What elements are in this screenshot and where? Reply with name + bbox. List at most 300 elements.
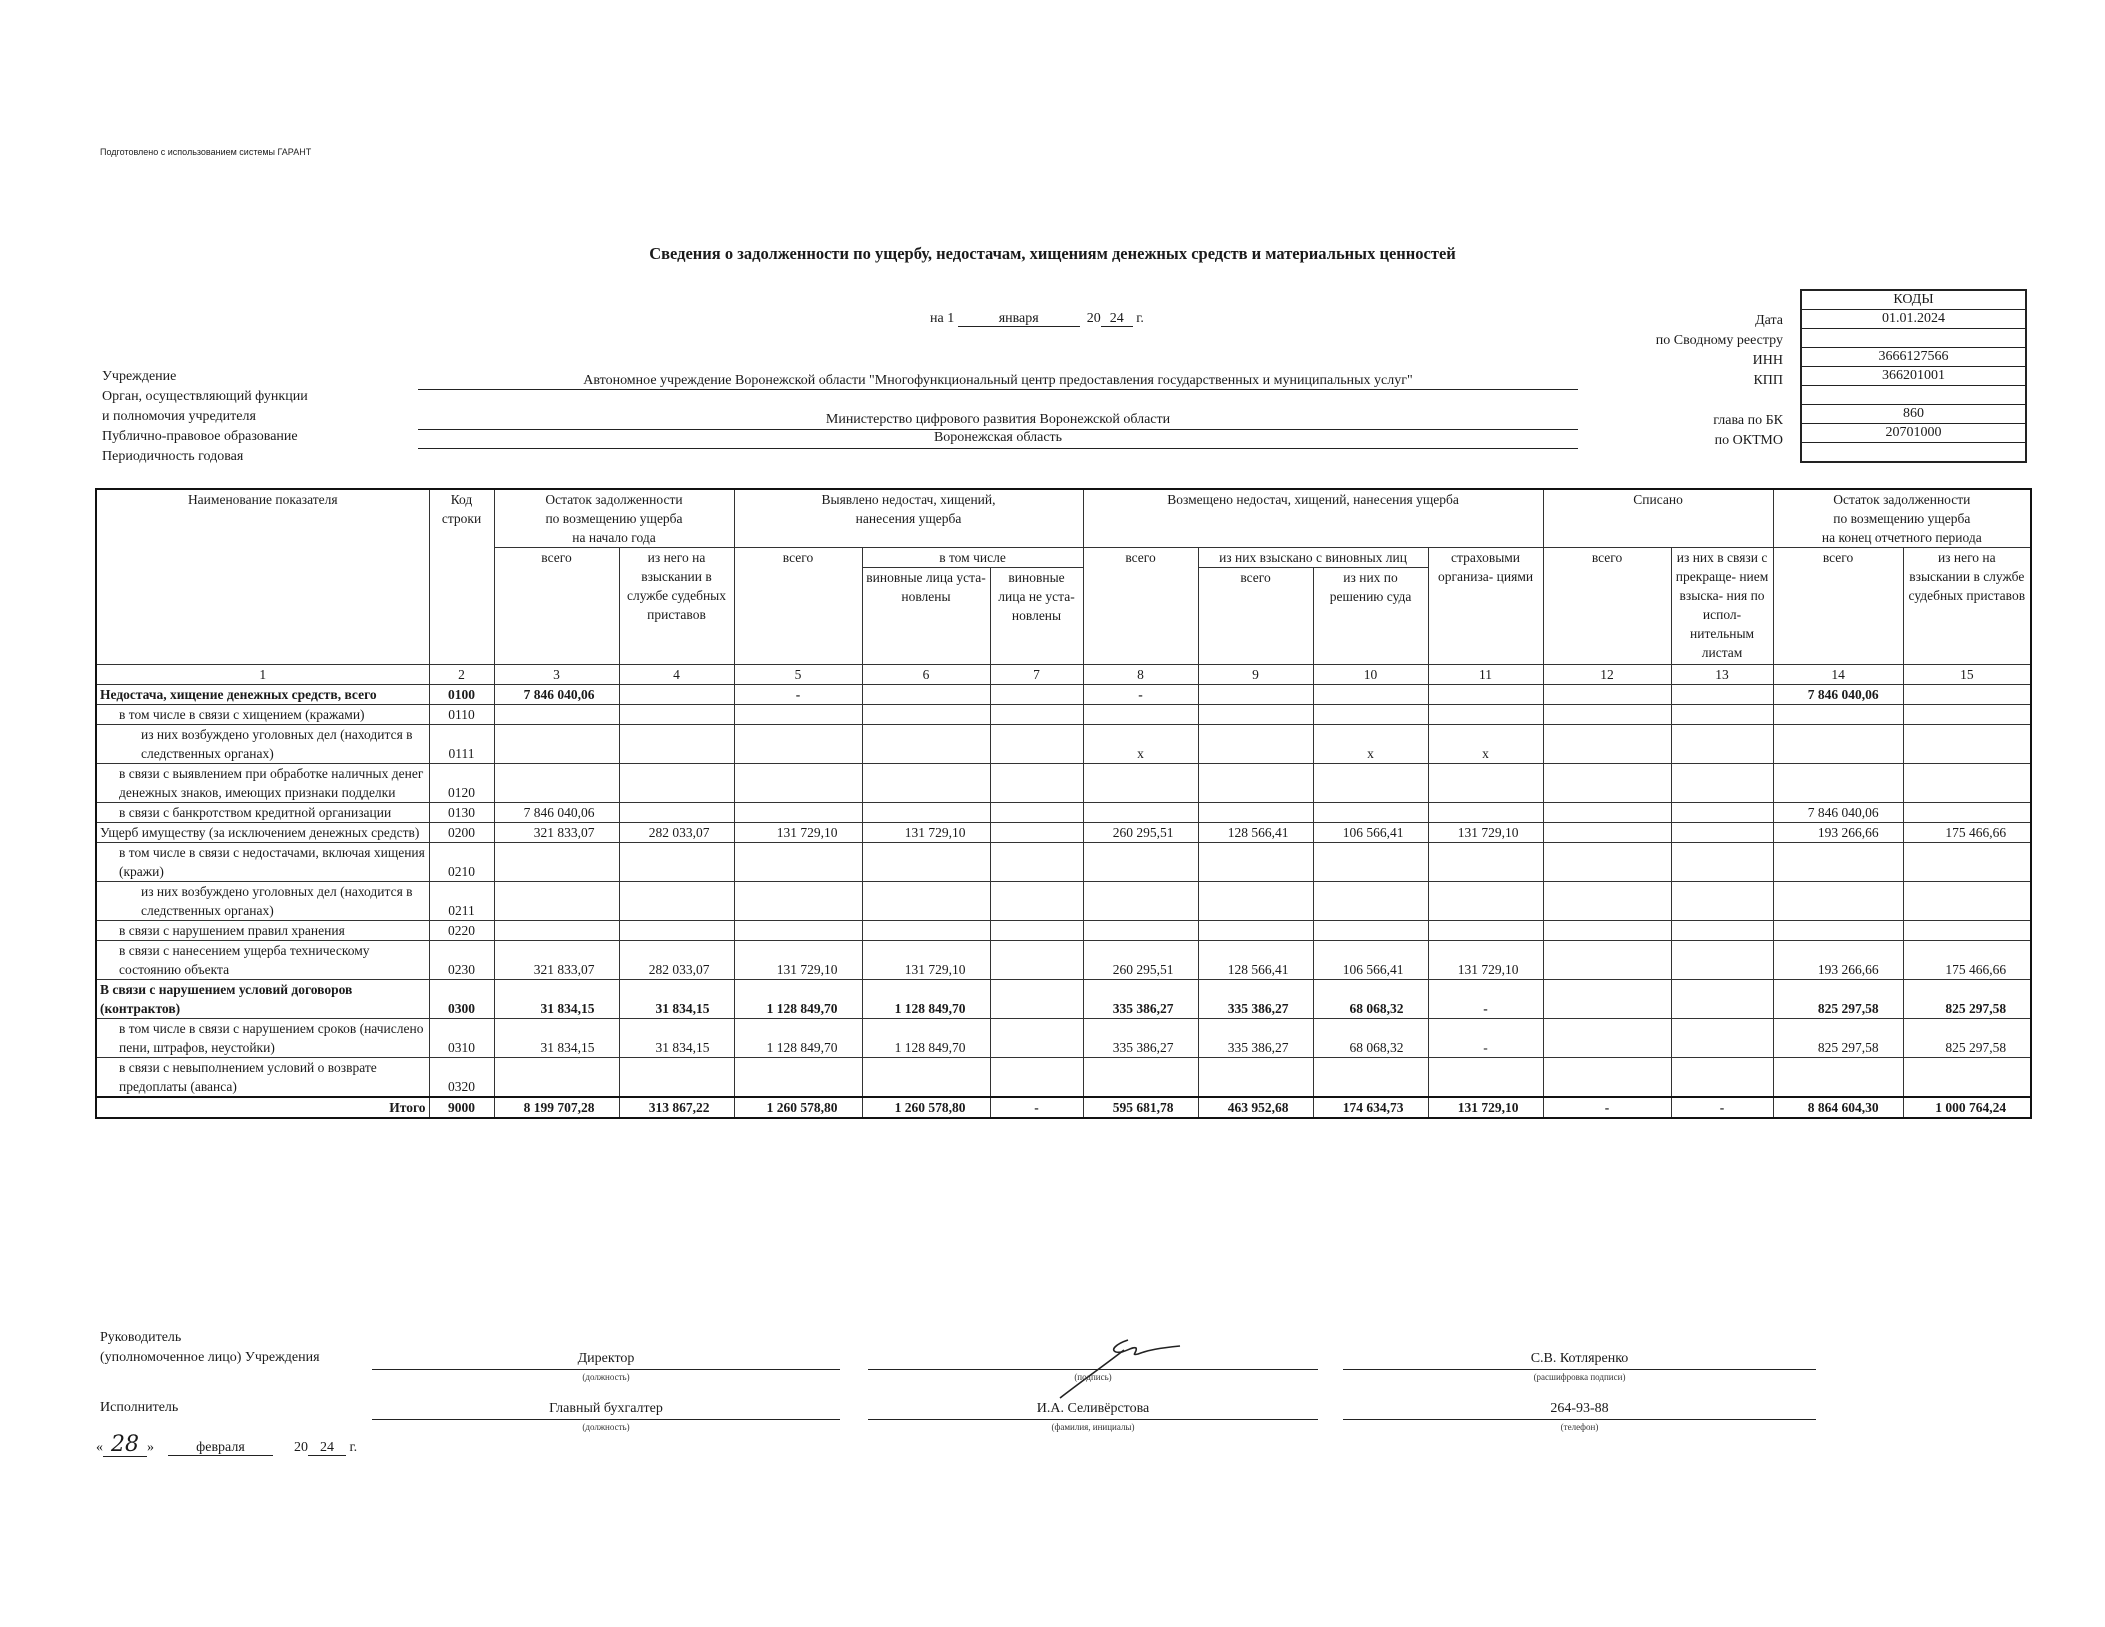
- sig-head-label-1: Руководитель: [100, 1330, 182, 1345]
- cell-col-15: [1903, 685, 2031, 705]
- cell-col-15: 175 466,66: [1903, 823, 2031, 843]
- cell-col-4: 313 867,22: [619, 1097, 734, 1118]
- cell-col-10: x: [1313, 725, 1428, 764]
- row-name: в том числе в связи с нарушением сроков (начислено пени, штрафов, неустойки): [96, 1019, 429, 1058]
- cell-col-12: [1543, 941, 1671, 980]
- cell-col-3: [494, 725, 619, 764]
- hdr-closing-3: на конец отчетного периода: [1821, 530, 1982, 545]
- cell-col-11: 131 729,10: [1428, 1097, 1543, 1118]
- hdr-code: [429, 489, 494, 665]
- cell-col-6: [862, 764, 990, 803]
- date-month: января: [958, 311, 1080, 327]
- code-kpp: 366201001: [1801, 367, 2026, 386]
- cell-col-6: [862, 685, 990, 705]
- table-row: [96, 1097, 2031, 1118]
- cell-col-4: [619, 843, 734, 882]
- cell-col-6: [862, 725, 990, 764]
- cell-col-15: [1903, 843, 2031, 882]
- row-code: 0220: [429, 921, 494, 941]
- row-code: 0320: [429, 1058, 494, 1098]
- col-num: 4: [619, 665, 734, 685]
- cell-col-15: [1903, 921, 2031, 941]
- cell-col-13: [1671, 823, 1773, 843]
- label-founder-2: и полномочия учредителя: [102, 409, 256, 424]
- cell-col-14: [1773, 1058, 1903, 1098]
- cell-col-7: [990, 921, 1083, 941]
- hdr-opening-2: по возмещению ущерба: [545, 511, 683, 526]
- table-row: [96, 882, 2031, 921]
- col-num: 2: [429, 665, 494, 685]
- cell-col-15: [1903, 882, 2031, 921]
- row-code: 9000: [429, 1097, 494, 1118]
- cell-col-12: [1543, 1019, 1671, 1058]
- code-empty-1: [1801, 386, 2026, 405]
- cell-col-7: [990, 882, 1083, 921]
- cell-col-10: [1313, 685, 1428, 705]
- hdr-c8: всего: [1083, 548, 1198, 665]
- cell-col-15: [1903, 1058, 2031, 1098]
- table-row: [96, 803, 2031, 823]
- cell-col-9: [1198, 764, 1313, 803]
- debt-table: [95, 488, 2032, 1119]
- cell-col-14: 825 297,58: [1773, 980, 1903, 1019]
- cell-col-8: [1083, 843, 1198, 882]
- cell-col-10: [1313, 843, 1428, 882]
- founder-value: Министерство цифрового развития Воронежской области: [825, 412, 1171, 427]
- col-num: 10: [1313, 665, 1428, 685]
- cell-col-3: 7 846 040,06: [494, 803, 619, 823]
- cell-col-14: 825 297,58: [1773, 1019, 1903, 1058]
- cell-col-10: [1313, 921, 1428, 941]
- cell-col-13: [1671, 685, 1773, 705]
- label-founder-1: Орган, осуществляющий функции: [102, 389, 308, 404]
- cell-col-8: 335 386,27: [1083, 980, 1198, 1019]
- cell-col-12: [1543, 725, 1671, 764]
- cell-col-14: 7 846 040,06: [1773, 685, 1903, 705]
- code-label-bk: глава по БК: [1713, 413, 1783, 428]
- cell-col-9: [1198, 882, 1313, 921]
- cell-col-12: [1543, 980, 1671, 1019]
- table-row: [96, 764, 2031, 803]
- cell-col-8: [1083, 764, 1198, 803]
- code-inn: 3666127566: [1801, 348, 2026, 367]
- cell-col-11: 131 729,10: [1428, 823, 1543, 843]
- row-name: В связи с нарушением условий договоров (контрактов): [96, 980, 429, 1019]
- sign-date: « 28 » февраля 20 24 г.: [96, 1432, 358, 1457]
- hdr-found: [734, 489, 1083, 548]
- cell-col-4: [619, 685, 734, 705]
- row-name: в связи с невыполнением условий о возврате предоплаты (аванса): [96, 1058, 429, 1098]
- cell-col-13: [1671, 705, 1773, 725]
- hdr-incl: в том числе: [862, 548, 1083, 568]
- hdr-name: Наименование показателя: [96, 489, 429, 665]
- institution-value: Автономное учреждение Воронежской области "Многофункциональный центр предоставления государственных и муниципальных услуг": [583, 373, 1413, 388]
- cell-col-8: 595 681,78: [1083, 1097, 1198, 1118]
- row-name: в связи с нарушением правил хранения: [96, 921, 429, 941]
- hdr-opening: [494, 489, 734, 548]
- cell-col-12: -: [1543, 1097, 1671, 1118]
- row-code: 0300: [429, 980, 494, 1019]
- hdr-c12: всего: [1543, 548, 1671, 665]
- col-num: 5: [734, 665, 862, 685]
- cell-col-4: [619, 1058, 734, 1098]
- cell-col-9: 128 566,41: [1198, 941, 1313, 980]
- row-code: 0110: [429, 705, 494, 725]
- cell-col-13: [1671, 1058, 1773, 1098]
- cell-col-15: 175 466,66: [1903, 941, 2031, 980]
- cell-col-15: [1903, 705, 2031, 725]
- cell-col-11: [1428, 882, 1543, 921]
- cell-col-14: [1773, 843, 1903, 882]
- cell-col-14: [1773, 705, 1903, 725]
- cell-col-11: [1428, 843, 1543, 882]
- row-code: 0230: [429, 941, 494, 980]
- cell-col-4: 282 033,07: [619, 823, 734, 843]
- cell-col-13: [1671, 843, 1773, 882]
- col-num: 15: [1903, 665, 2031, 685]
- col-num: 3: [494, 665, 619, 685]
- exec-name: И.А. Селивёрстова: [1036, 1401, 1150, 1416]
- page-title: Сведения о задолженности по ущербу, недостачам, хищениям денежных средств и материальных ценностей: [649, 244, 1456, 263]
- cell-col-13: [1671, 764, 1773, 803]
- cell-col-8: [1083, 803, 1198, 823]
- cell-col-9: 128 566,41: [1198, 823, 1313, 843]
- sign-date-month: февраля: [168, 1440, 273, 1456]
- cell-col-7: [990, 941, 1083, 980]
- cell-col-9: [1198, 921, 1313, 941]
- hdr-c5: всего: [734, 548, 862, 665]
- codes-table: [1800, 289, 2027, 463]
- cell-col-12: [1543, 843, 1671, 882]
- cell-col-4: [619, 764, 734, 803]
- row-code: 0130: [429, 803, 494, 823]
- cell-col-6: [862, 843, 990, 882]
- cell-col-14: [1773, 921, 1903, 941]
- cell-col-7: [990, 1019, 1083, 1058]
- cell-col-14: 7 846 040,06: [1773, 803, 1903, 823]
- cell-col-14: [1773, 882, 1903, 921]
- cell-col-12: [1543, 823, 1671, 843]
- hdr-written-off: Списано: [1543, 489, 1773, 548]
- row-code: 0211: [429, 882, 494, 921]
- cell-col-10: 106 566,41: [1313, 823, 1428, 843]
- public-entity-value: Воронежская область: [933, 430, 1063, 445]
- cell-col-5: [734, 803, 862, 823]
- cell-col-12: [1543, 921, 1671, 941]
- head-position-caption: (должность): [582, 1372, 630, 1382]
- cell-col-11: x: [1428, 725, 1543, 764]
- cell-col-5: 1 128 849,70: [734, 980, 862, 1019]
- hdr-found-1: Выявлено недостач, хищений,: [821, 492, 996, 507]
- cell-col-8: 335 386,27: [1083, 1019, 1198, 1058]
- signature-mark: [1020, 1328, 1190, 1400]
- codes-header: КОДЫ: [1801, 290, 2026, 310]
- cell-col-9: [1198, 803, 1313, 823]
- cell-col-12: [1543, 1058, 1671, 1098]
- cell-col-9: [1198, 685, 1313, 705]
- cell-col-4: [619, 803, 734, 823]
- cell-col-10: 174 634,73: [1313, 1097, 1428, 1118]
- label-public-entity: Публично-правовое образование: [102, 429, 298, 444]
- code-registry: [1801, 329, 2026, 348]
- col-num: 1: [96, 665, 429, 685]
- cell-col-5: 131 729,10: [734, 941, 862, 980]
- cell-col-8: [1083, 921, 1198, 941]
- cell-col-6: 131 729,10: [862, 823, 990, 843]
- code-label-inn: ИНН: [1752, 353, 1783, 368]
- hdr-c3: всего: [494, 548, 619, 665]
- cell-col-9: [1198, 725, 1313, 764]
- cell-col-8: [1083, 882, 1198, 921]
- cell-col-13: [1671, 725, 1773, 764]
- cell-col-14: 193 266,66: [1773, 823, 1903, 843]
- table-row: [96, 921, 2031, 941]
- cell-col-5: 131 729,10: [734, 823, 862, 843]
- hdr-c15: из него на взыскании в службе судебных приставов: [1903, 548, 2031, 665]
- cell-col-10: [1313, 764, 1428, 803]
- hdr-closing-1: Остаток задолженности: [1833, 492, 1971, 507]
- cell-col-12: [1543, 764, 1671, 803]
- hdr-c13: из них в связи с прекраще- нием взыска- ния по испол- нительным листам: [1671, 548, 1773, 665]
- hdr-reimbursed: Возмещено недостач, хищений, нанесения ущерба: [1083, 489, 1543, 548]
- date-prefix: на 1: [930, 311, 955, 326]
- code-date: 01.01.2024: [1801, 310, 2026, 329]
- cell-col-11: -: [1428, 980, 1543, 1019]
- cell-col-5: [734, 705, 862, 725]
- row-name: в связи с нанесением ущерба техническому состоянию объекта: [96, 941, 429, 980]
- cell-col-3: 8 199 707,28: [494, 1097, 619, 1118]
- code-empty-2: [1801, 443, 2026, 463]
- table-row: [96, 685, 2031, 705]
- cell-col-3: [494, 921, 619, 941]
- cell-col-8: [1083, 1058, 1198, 1098]
- cell-col-9: 335 386,27: [1198, 1019, 1313, 1058]
- hdr-found-2: нанесения ущерба: [855, 511, 962, 526]
- exec-phone: 264-93-88: [1550, 1401, 1609, 1416]
- cell-col-10: 68 068,32: [1313, 1019, 1428, 1058]
- row-name: Итого: [96, 1097, 429, 1118]
- cell-col-7: [990, 764, 1083, 803]
- cell-col-15: [1903, 803, 2031, 823]
- cell-col-4: 31 834,15: [619, 980, 734, 1019]
- label-institution: Учреждение: [102, 369, 177, 384]
- date-suffix: г.: [1136, 311, 1144, 326]
- row-code: 0120: [429, 764, 494, 803]
- cell-col-7: [990, 803, 1083, 823]
- cell-col-4: [619, 725, 734, 764]
- cell-col-5: [734, 882, 862, 921]
- cell-col-7: [990, 685, 1083, 705]
- cell-col-4: 31 834,15: [619, 1019, 734, 1058]
- report-date: [930, 311, 1144, 327]
- cell-col-6: [862, 1058, 990, 1098]
- cell-col-15: 825 297,58: [1903, 1019, 2031, 1058]
- exec-position: Главный бухгалтер: [549, 1401, 663, 1416]
- cell-col-7: [990, 843, 1083, 882]
- cell-col-15: 1 000 764,24: [1903, 1097, 2031, 1118]
- cell-col-10: [1313, 803, 1428, 823]
- cell-col-3: 31 834,15: [494, 1019, 619, 1058]
- table-row: [96, 1019, 2031, 1058]
- hdr-c11: страховыми организа- циями: [1428, 548, 1543, 665]
- cell-col-7: -: [990, 1097, 1083, 1118]
- head-position: Директор: [577, 1351, 635, 1366]
- hdr-closing: [1773, 489, 2031, 548]
- cell-col-11: 131 729,10: [1428, 941, 1543, 980]
- cell-col-3: [494, 764, 619, 803]
- cell-col-14: 193 266,66: [1773, 941, 1903, 980]
- cell-col-14: [1773, 725, 1903, 764]
- code-label-registry: по Сводному реестру: [1655, 333, 1783, 348]
- cell-col-7: [990, 980, 1083, 1019]
- cell-col-6: [862, 882, 990, 921]
- head-name: С.В. Котляренко: [1530, 1351, 1629, 1366]
- exec-position-caption: (должность): [582, 1422, 630, 1432]
- row-code: 0111: [429, 725, 494, 764]
- cell-col-11: [1428, 1058, 1543, 1098]
- sign-date-suffix: г.: [349, 1440, 358, 1455]
- hdr-opening-3: на начало года: [572, 530, 656, 545]
- table-row: [96, 823, 2031, 843]
- cell-col-3: [494, 1058, 619, 1098]
- cell-col-9: [1198, 1058, 1313, 1098]
- cell-col-13: [1671, 921, 1773, 941]
- cell-col-9: 335 386,27: [1198, 980, 1313, 1019]
- cell-col-10: [1313, 1058, 1428, 1098]
- cell-col-12: [1543, 882, 1671, 921]
- hdr-c9: всего: [1198, 568, 1313, 665]
- cell-col-8: [1083, 705, 1198, 725]
- hdr-closing-2: по возмещению ущерба: [1833, 511, 1971, 526]
- cell-col-7: [990, 823, 1083, 843]
- cell-col-3: 31 834,15: [494, 980, 619, 1019]
- cell-col-6: 131 729,10: [862, 941, 990, 980]
- cell-col-3: [494, 843, 619, 882]
- exec-name-caption: (фамилия, инициалы): [1051, 1422, 1135, 1432]
- cell-col-3: 7 846 040,06: [494, 685, 619, 705]
- table-row: [96, 980, 2031, 1019]
- col-num: 14: [1773, 665, 1903, 685]
- row-code: 0100: [429, 685, 494, 705]
- sig-head-label-2: (уполномоченное лицо) Учреждения: [100, 1350, 320, 1365]
- row-code: 0310: [429, 1019, 494, 1058]
- cell-col-6: [862, 705, 990, 725]
- col-num: 11: [1428, 665, 1543, 685]
- cell-col-9: 463 952,68: [1198, 1097, 1313, 1118]
- cell-col-13: [1671, 882, 1773, 921]
- cell-col-14: 8 864 604,30: [1773, 1097, 1903, 1118]
- cell-col-8: -: [1083, 685, 1198, 705]
- row-name: из них возбуждено уголовных дел (находится в следственных органах): [96, 882, 429, 921]
- table-row: [96, 705, 2031, 725]
- col-num: 8: [1083, 665, 1198, 685]
- cell-col-15: [1903, 725, 2031, 764]
- cell-col-3: [494, 705, 619, 725]
- cell-col-13: [1671, 941, 1773, 980]
- cell-col-5: [734, 1058, 862, 1098]
- cell-col-12: [1543, 705, 1671, 725]
- head-signature-caption: (подпись): [1074, 1372, 1112, 1382]
- cell-col-9: [1198, 705, 1313, 725]
- hdr-from-culprits: из них взыскано с виновных лиц: [1198, 548, 1428, 568]
- row-name: в связи с выявлением при обработке наличных денег денежных знаков, имеющих признаки подделки: [96, 764, 429, 803]
- cell-col-4: 282 033,07: [619, 941, 734, 980]
- cell-col-5: [734, 921, 862, 941]
- cell-col-6: 1 128 849,70: [862, 980, 990, 1019]
- cell-col-5: [734, 843, 862, 882]
- row-name: в том числе в связи с хищением (кражами): [96, 705, 429, 725]
- code-label-oktmo: по ОКТМО: [1714, 433, 1783, 448]
- cell-col-14: [1773, 764, 1903, 803]
- cell-col-11: [1428, 921, 1543, 941]
- code-oktmo: 20701000: [1801, 424, 2026, 443]
- cell-col-13: [1671, 1019, 1773, 1058]
- col-num: 13: [1671, 665, 1773, 685]
- cell-col-7: [990, 1058, 1083, 1098]
- cell-col-15: 825 297,58: [1903, 980, 2031, 1019]
- row-name: Ущерб имуществу (за исключением денежных средств): [96, 823, 429, 843]
- cell-col-9: [1198, 843, 1313, 882]
- exec-phone-caption: (телефон): [1560, 1422, 1599, 1432]
- row-code: 0200: [429, 823, 494, 843]
- hdr-c10: из них по решению суда: [1313, 568, 1428, 665]
- cell-col-4: [619, 921, 734, 941]
- hdr-c7: виновные лица не уста- новлены: [990, 568, 1083, 665]
- hdr-opening-1: Остаток задолженности: [545, 492, 683, 507]
- cell-col-7: [990, 725, 1083, 764]
- col-number-row: [96, 665, 2031, 685]
- sign-date-day: 28: [103, 1434, 147, 1457]
- col-num: 6: [862, 665, 990, 685]
- cell-col-5: [734, 764, 862, 803]
- cell-col-4: [619, 882, 734, 921]
- hdr-code-2: строки: [441, 511, 482, 526]
- cell-col-5: 1 260 578,80: [734, 1097, 862, 1118]
- code-label-kpp: КПП: [1753, 373, 1783, 388]
- table-row: [96, 725, 2031, 764]
- cell-col-8: x: [1083, 725, 1198, 764]
- cell-col-5: 1 128 849,70: [734, 1019, 862, 1058]
- cell-col-13: [1671, 980, 1773, 1019]
- date-year-prefix: 20: [1086, 311, 1101, 326]
- cell-col-13: -: [1671, 1097, 1773, 1118]
- table-row: [96, 1058, 2031, 1098]
- col-num: 12: [1543, 665, 1671, 685]
- head-name-caption: (расшифровка подписи): [1533, 1372, 1626, 1382]
- cell-col-3: 321 833,07: [494, 941, 619, 980]
- cell-col-10: 68 068,32: [1313, 980, 1428, 1019]
- cell-col-3: [494, 882, 619, 921]
- garant-note: Подготовлено с использованием системы ГАРАНТ: [100, 147, 312, 157]
- cell-col-13: [1671, 803, 1773, 823]
- hdr-c6: виновные лица уста- новлены: [862, 568, 990, 665]
- col-num: 7: [990, 665, 1083, 685]
- cell-col-3: 321 833,07: [494, 823, 619, 843]
- cell-col-8: 260 295,51: [1083, 941, 1198, 980]
- row-code: 0210: [429, 843, 494, 882]
- cell-col-5: [734, 725, 862, 764]
- row-name: в том числе в связи с недостачами, включая хищения (кражи): [96, 843, 429, 882]
- cell-col-4: [619, 705, 734, 725]
- hdr-c4: из него на взыскании в службе судебных приставов: [619, 548, 734, 665]
- cell-col-6: 1 260 578,80: [862, 1097, 990, 1118]
- cell-col-12: [1543, 685, 1671, 705]
- table-row: [96, 941, 2031, 980]
- code-bk: 860: [1801, 405, 2026, 424]
- sig-executor-label: Исполнитель: [100, 1400, 179, 1415]
- cell-col-11: [1428, 803, 1543, 823]
- cell-col-11: [1428, 764, 1543, 803]
